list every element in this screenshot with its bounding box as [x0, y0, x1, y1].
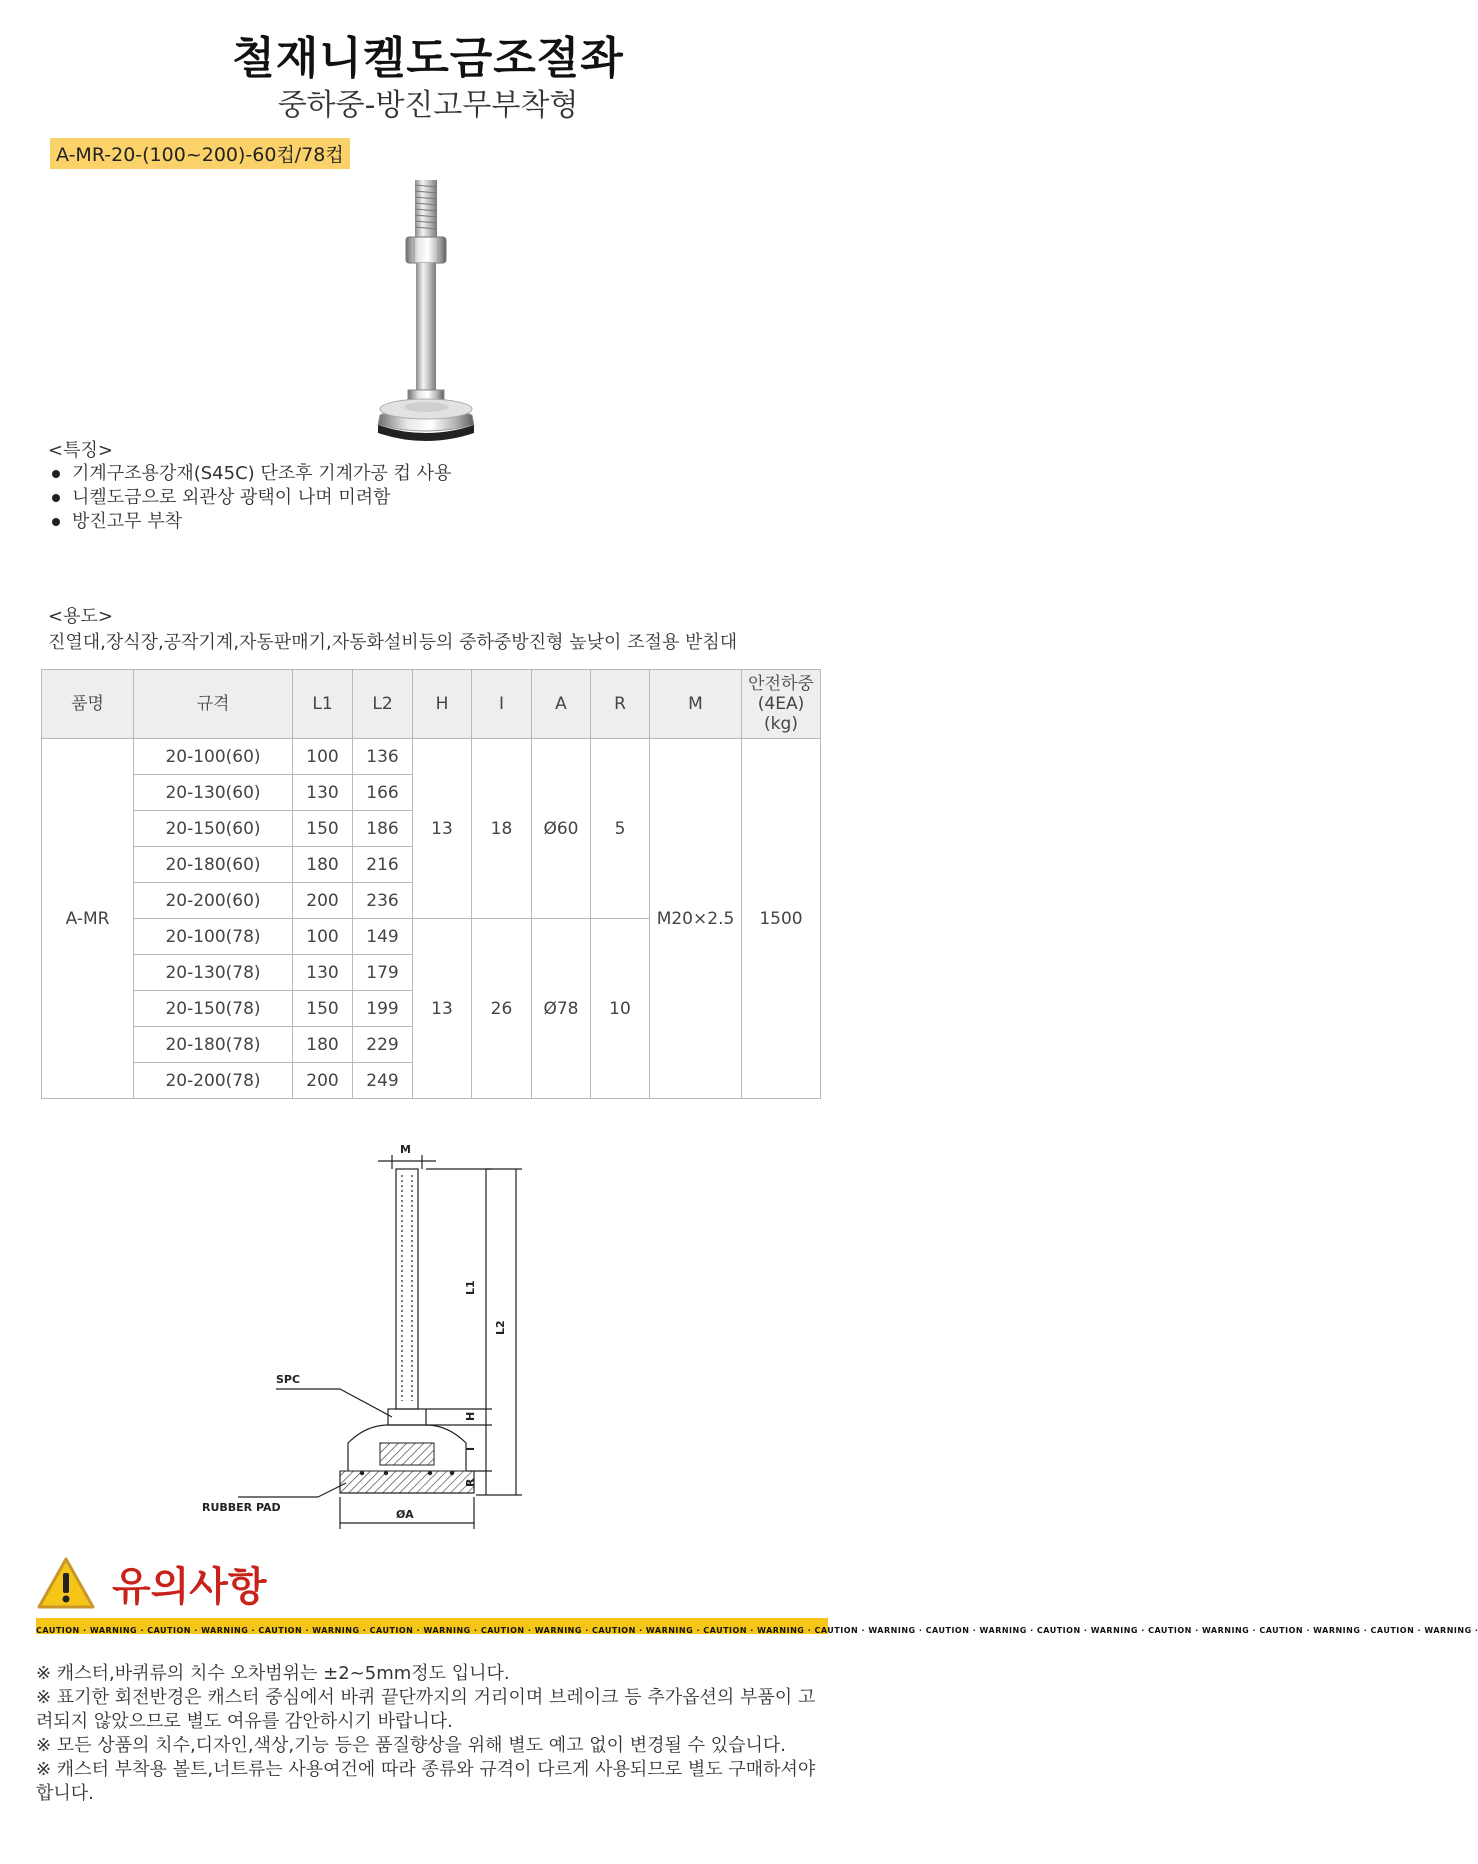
cell-l1: 200 — [293, 1063, 353, 1099]
cell-l1: 100 — [293, 919, 353, 955]
cell-l1: 200 — [293, 883, 353, 919]
label-spc: SPC — [276, 1373, 301, 1386]
cell-l2: 166 — [353, 775, 413, 811]
caution-note: ※ 표기한 회전반경은 캐스터 중심에서 바퀴 끝단까지의 거리이며 브레이크 등 추가옵션의 부품이 고려되지 않았으므로 별도 여유를 감안하시기 바랍니다. — [36, 1687, 816, 1732]
cell-l2: 136 — [353, 739, 413, 775]
spec-table — [41, 669, 821, 1099]
cell-spec: 20-100(60) — [134, 739, 293, 775]
product-photo — [350, 175, 650, 475]
cell-spec: 20-130(60) — [134, 775, 293, 811]
cell-l1: 150 — [293, 811, 353, 847]
caution-strip-text: CAUTION · WARNING · CAUTION · WARNING · CAUTION · WARNING · CAUTION · WARNING · CAUTION · WARNING · CAUTION · WARNING · CAUTION · WARNING · CAUTION · WARNING · CAUTION · WARNING · CAUTION · WARNING · CAUTION · WARNING · CAUTION · WARNING · CAUTION · WARNING · — [36, 1626, 1478, 1635]
caution-note: ※ 캐스터 부착용 볼트,너트류는 사용여건에 따라 종류와 규격이 다르게 사용되므로 별도 구매하셔야 합니다. — [36, 1759, 816, 1804]
cell-a: Ø60 — [532, 739, 591, 919]
usage-text: 진열대,장식장,공작기계,자동판매기,자동화설비등의 중하중방진형 높낮이 조절용 받침대 — [48, 632, 738, 653]
table-row — [42, 739, 821, 775]
model-tag: A-MR-20-(100~200)-60컵/78컵 — [50, 138, 350, 169]
usage-heading: <용도> — [48, 606, 113, 627]
dim-label-r: R — [464, 1478, 477, 1487]
caution-note: ※ 모든 상품의 치수,디자인,색상,기능 등은 품질향상을 위해 별도 예고 없이 변경될 수 있습니다. — [36, 1735, 786, 1756]
cell-spec: 20-180(60) — [134, 847, 293, 883]
dim-label-i: I — [464, 1446, 477, 1451]
cell-l1: 100 — [293, 739, 353, 775]
cell-l2: 229 — [353, 1027, 413, 1063]
cell-l2: 216 — [353, 847, 413, 883]
feature-item: 니켈도금으로 외관상 광택이 나며 미려함 — [50, 486, 451, 510]
cell-l2: 199 — [353, 991, 413, 1027]
cell-spec: 20-130(78) — [134, 955, 293, 991]
caution-note: ※ 캐스터,바퀴류의 치수 오차범위는 ±2~5mm정도 입니다. — [36, 1663, 510, 1684]
cell-h: 13 — [413, 919, 472, 1099]
cell-l1: 150 — [293, 991, 353, 1027]
dim-label-m: M — [400, 1143, 411, 1156]
dim-label-a: ØA — [396, 1508, 414, 1521]
cell-a: Ø78 — [532, 919, 591, 1099]
dim-label-l1: L1 — [464, 1280, 477, 1295]
header-r: R — [591, 670, 650, 739]
cell-product: A-MR — [42, 739, 134, 1099]
header-load — [742, 670, 821, 739]
cell-spec: 20-180(78) — [134, 1027, 293, 1063]
cell-load: 1500 — [742, 739, 821, 1099]
cell-l2: 236 — [353, 883, 413, 919]
cell-l1: 130 — [293, 775, 353, 811]
table-header-row — [42, 670, 821, 739]
cell-r: 10 — [591, 919, 650, 1099]
features-list — [50, 462, 451, 534]
cell-h: 13 — [413, 739, 472, 919]
header-l1: L1 — [293, 670, 353, 739]
header-load-line3: (kg) — [764, 714, 798, 734]
header-name: 품명 — [42, 670, 134, 739]
header-m: M — [650, 670, 742, 739]
header-a: A — [532, 670, 591, 739]
cell-spec: 20-200(60) — [134, 883, 293, 919]
cell-spec: 20-150(78) — [134, 991, 293, 1027]
features-heading: <특징> — [48, 440, 113, 461]
cell-m: M20×2.5 — [650, 739, 742, 1099]
cell-spec: 20-100(78) — [134, 919, 293, 955]
header-l2: L2 — [353, 670, 413, 739]
label-rubber-pad: RUBBER PAD — [202, 1501, 281, 1514]
feature-item: 방진고무 부착 — [50, 510, 451, 534]
header-load-line1: 안전하중 — [748, 674, 814, 694]
feature-item: 기계구조용강재(S45C) 단조후 기계가공 컵 사용 — [50, 462, 451, 486]
cell-l1: 130 — [293, 955, 353, 991]
header-spec: 규격 — [134, 670, 293, 739]
page-subtitle: 중하중-방진고무부착형 — [277, 88, 579, 123]
cell-i: 26 — [472, 919, 532, 1099]
header-load-line2: (4EA) — [757, 694, 805, 714]
dim-label-l2: L2 — [494, 1320, 507, 1335]
page-title: 철재니켈도금조절좌 — [232, 33, 624, 84]
cell-l2: 179 — [353, 955, 413, 991]
cell-l1: 180 — [293, 847, 353, 883]
cell-spec: 20-150(60) — [134, 811, 293, 847]
dim-label-h: H — [464, 1411, 477, 1421]
caution-strip — [36, 1618, 1478, 1635]
cell-l2: 249 — [353, 1063, 413, 1099]
cell-i: 18 — [472, 739, 532, 919]
header-h: H — [413, 670, 472, 739]
cell-l2: 149 — [353, 919, 413, 955]
caution-title: 유의사항 — [112, 1564, 267, 1610]
cell-r: 5 — [591, 739, 650, 919]
header-i: I — [472, 670, 532, 739]
cell-l2: 186 — [353, 811, 413, 847]
cell-l1: 180 — [293, 1027, 353, 1063]
technical-drawing — [190, 1125, 570, 1521]
warning-icon — [36, 1555, 96, 1611]
cell-spec: 20-200(78) — [134, 1063, 293, 1099]
